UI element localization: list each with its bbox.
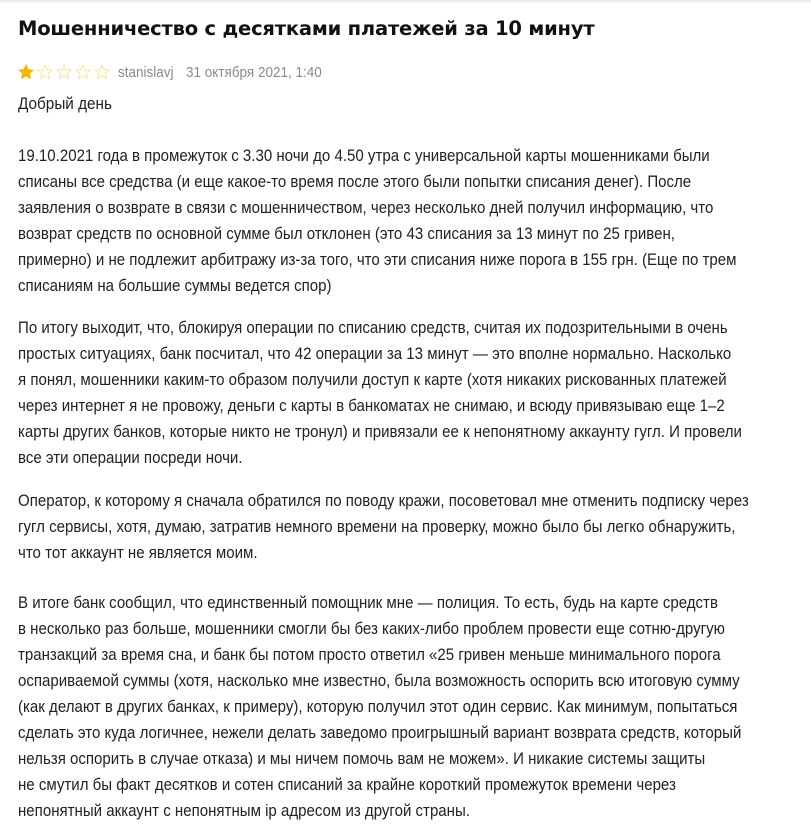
review-date: 31 октября 2021, 1:40 <box>185 63 322 81</box>
text-line: списаниям на большие суммы ведется спор) <box>18 276 332 295</box>
text-line: через интернет я не провожу, деньги с карты в банкоматах не снимаю, и всюду привязываю еще 1–2 <box>18 396 725 415</box>
review-meta <box>18 62 337 82</box>
text-line: что тот аккаунт не является моим. <box>18 543 258 562</box>
text-line: все эти операции посреди ночи. <box>18 448 243 467</box>
star-empty-icon <box>94 64 110 80</box>
text-line: не смутил бы факт десятков и сотен списаний за крайне короткий промежуток времени через <box>18 775 676 794</box>
star-filled-icon <box>18 64 34 80</box>
text-line: списаны все средства (и еще какое-то время после этого были попытки списания денег). После <box>18 172 692 191</box>
review-greeting: Добрый день <box>18 94 112 113</box>
text-line: 19.10.2021 года в промежуток с 3.30 ночи до 4.50 утра с универсальной карты мошенниками были <box>18 146 710 165</box>
text-line: сделать это куда логичнее, нежели делать заведомо проигрышный вариант возврата средств, который <box>18 723 742 742</box>
text-line: простых ситуациях, банк посчитал, что 42 операции за 13 минут — это вполне нормально. Насколько <box>18 344 732 363</box>
text-line: гугл сервисы, хотя, думаю, затратив немного времени на проверку, можно было бы легко обнаружить, <box>18 517 736 536</box>
review-paragraph-2 <box>18 315 811 471</box>
text-line: нельзя оспорить в случае отказа) и мы ничем помочь вам не можем». И никакие системы защиты <box>18 749 706 768</box>
top-shadow <box>0 0 811 4</box>
text-line: примерно) и не подлежит арбитражу из-за того, что эти списания ниже порога в 155 грн. (Еще по трем <box>18 250 737 269</box>
text-line: (как делают в других банках, к примеру), которую получил этот один сервис. Как минимум, попытаться <box>18 697 738 716</box>
text-line: в несколько раз больше, мошенники смогли бы без каких-либо проблем провести еще сотню-другую <box>18 619 725 638</box>
text-line: По итогу выходит, что, блокируя операции по списанию средств, считая их подозрительными в очень <box>18 318 728 337</box>
text-line: оспариваемой суммы (хотя, насколько мне известно, была возможность оспорить всю итоговую сумму <box>18 671 740 690</box>
star-empty-icon <box>75 64 91 80</box>
text-line: возврат средств по основной сумме был отклонен (это 43 списания за 13 минут по 25 гривен, <box>18 224 675 243</box>
review-paragraph-1 <box>18 143 811 299</box>
star-rating <box>18 64 110 80</box>
star-empty-icon <box>37 64 53 80</box>
text-line: Оператор, к которому я сначала обратился по поводу кражи, посоветовал мне отменить подписку через <box>18 491 749 510</box>
review-paragraph-4 <box>18 590 811 824</box>
text-line: я понял, мошенники каким-то образом получили доступ к карте (хотя никаких рискованных платежей <box>18 370 727 389</box>
text-line: карты других банков, которые никто не тронул) и привязали ее к непонятному аккаунту гугл. И провели <box>18 422 742 441</box>
text-line: В итоге банк сообщил, что единственный помощник мне — полиция. То есть, будь на карте средств <box>18 593 718 612</box>
text-line: транзакций за время сна, и банк бы потом просто ответил «25 гривен меньше минимального порога <box>18 645 721 664</box>
author-name[interactable]: stanislavj <box>118 63 174 81</box>
review-title: Мошенничество с десятками платежей за 10 минут <box>18 17 595 40</box>
text-line: непонятный аккаунт с непонятным ip адресом из другой страны. <box>18 801 470 820</box>
star-empty-icon <box>56 64 72 80</box>
text-line: заявления о возврате в связи с мошенничеством, через несколько дней получил информацию, что <box>18 198 714 217</box>
review-paragraph-3 <box>18 488 811 566</box>
